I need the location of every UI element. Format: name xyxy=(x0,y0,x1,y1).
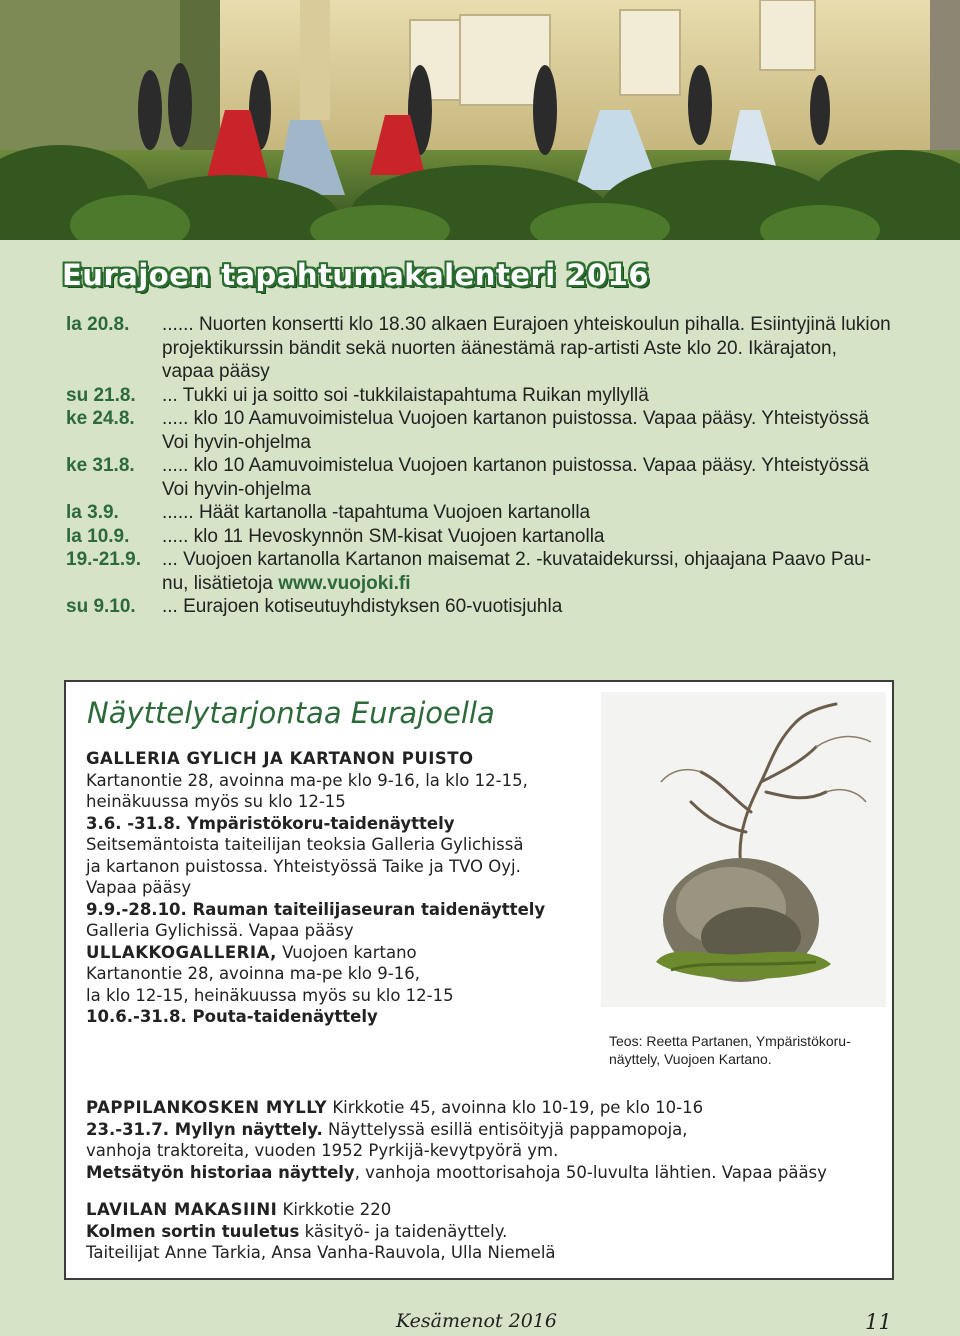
page-footer xyxy=(0,1310,960,1336)
lavila-heading-rest: Kirkkotie 220 xyxy=(277,1200,392,1219)
exhibitions-title: Näyttelytarjontaa Eurajoella xyxy=(87,696,495,730)
event-line-text: nu, lisätietoja xyxy=(162,572,273,594)
header-photo-dancers xyxy=(0,0,960,240)
gylich-show2-title: 9.9.-28.10. Rauman taiteilijaseuran taidenäyttely xyxy=(86,899,546,919)
pappila-show2 xyxy=(86,1162,876,1184)
sculpture-caption xyxy=(609,1032,889,1068)
event-line: ...... Häät kartanolla -tapahtuma Vuojoen kartanolla xyxy=(162,502,591,523)
event-item xyxy=(66,501,896,525)
event-text xyxy=(162,548,896,595)
event-line: ... Eurajoen kotiseutuyhdistyksen 60-vuotisjuhla xyxy=(162,596,563,617)
gylich-show1-title: 3.6. -31.8. Ympäristökoru-taidenäyttely xyxy=(86,813,455,833)
event-line: ...... Nuorten konsertti klo 18.30 alkaen Eurajoen yhteiskoulun pihalla. Esiintyjinä lukion xyxy=(162,314,891,335)
pappila-show2-text: , vanhoja moottorisahoja 50-luvulta lähtien. Vapaa pääsy xyxy=(354,1162,827,1182)
event-line: ... Vuojoen kartanolla Kartanon maisemat 2. -kuvataidekurssi, ohjaajana Paavo Pau- xyxy=(162,549,872,570)
event-line: vapaa pääsy xyxy=(162,361,270,382)
pappila-heading: PAPPILANKOSKEN MYLLY xyxy=(86,1098,328,1117)
gylich-info: Kartanontie 28, avoinna ma-pe klo 9-16, la klo 12-15, xyxy=(86,770,528,790)
event-text xyxy=(162,525,896,549)
event-line: ..... klo 11 Hevoskynnön SM-kisat Vuojoen kartanolla xyxy=(162,525,605,547)
exhibitions-bottom xyxy=(86,1097,876,1264)
ullakko-heading-rest: Vuojoen kartano xyxy=(276,942,417,962)
lavila-show-text: käsityö- ja taidenäyttely. xyxy=(299,1221,508,1241)
gylich-show1-text: ja kartanon puistossa. Yhteistyössä Taike ja TVO Oyj. xyxy=(86,856,521,876)
event-text xyxy=(162,384,896,408)
event-item xyxy=(66,454,896,501)
event-text xyxy=(162,313,896,384)
event-date: la 20.8. xyxy=(66,314,130,335)
event-date: ke 31.8. xyxy=(66,455,135,476)
event-item xyxy=(66,525,896,549)
pappila-show1-line2: vanhoja traktoreita, vuoden 1952 Pyrkijä-kevytpyörä ym. xyxy=(86,1141,559,1160)
caption-line: näyttely, Vuojoen Kartano. xyxy=(609,1051,772,1067)
sculpture-photo xyxy=(601,692,886,1007)
gylich-show1-text: Vapaa pääsy xyxy=(86,878,192,897)
pappila-show1-title: 23.-31.7. Myllyn näyttely. xyxy=(86,1119,323,1139)
exhibitions-left-column xyxy=(86,748,606,1028)
ullakko-heading: ULLAKKOGALLERIA, xyxy=(86,942,277,962)
event-date: su 21.8. xyxy=(66,384,136,406)
event-text xyxy=(162,454,896,501)
pappila-heading-line xyxy=(86,1097,876,1119)
lavila-show-title: Kolmen sortin tuuletus xyxy=(86,1221,300,1241)
event-item xyxy=(66,407,896,454)
ullakko-heading-line xyxy=(86,942,606,964)
event-line: Voi hyvin-ohjelma xyxy=(162,431,311,453)
magazine-name: Kesämenot 2016 xyxy=(396,1310,557,1332)
event-text xyxy=(162,595,896,619)
pappila-heading-rest: Kirkkotie 45, avoinna klo 10-19, pe klo 10-16 xyxy=(327,1098,704,1117)
ullakko-show-title: 10.6.-31.8. Pouta-taidenäyttely xyxy=(86,1007,378,1026)
event-list xyxy=(66,313,896,619)
event-line: ..... klo 10 Aamuvoimistelua Vuojoen kartanon puistossa. Vapaa pääsy. Yhteistyössä xyxy=(162,455,869,476)
ullakko-info: la klo 12-15, heinäkuussa myös su klo 12-15 xyxy=(86,985,454,1005)
event-item xyxy=(66,595,896,619)
exhibitions-box xyxy=(64,680,894,1280)
event-item xyxy=(66,313,896,384)
event-item xyxy=(66,384,896,408)
gylich-info: heinäkuussa myös su klo 12-15 xyxy=(86,792,346,811)
event-date: la 3.9. xyxy=(66,502,119,523)
gylich-show2-text: Galleria Gylichissä. Vapaa pääsy xyxy=(86,921,354,940)
event-date: su 9.10. xyxy=(66,596,136,617)
event-line: ... Tukki ui ja soitto soi -tukkilaistapahtuma Ruikan myllyllä xyxy=(162,384,649,406)
event-line: ..... klo 10 Aamuvoimistelua Vuojoen kartanon puistossa. Vapaa pääsy. Yhteistyössä xyxy=(162,408,869,429)
event-item xyxy=(66,548,896,595)
event-text xyxy=(162,501,896,525)
vuojoki-link[interactable]: www.vuojoki.fi xyxy=(278,572,411,594)
gylich-show1-text: Seitsemäntoista taiteilijan teoksia Galleria Gylichissä xyxy=(86,835,524,854)
gylich-heading: GALLERIA GYLICH JA KARTANON PUISTO xyxy=(86,749,474,768)
lavila-show xyxy=(86,1221,876,1243)
caption-line: Teos: Reetta Partanen, Ympäristökoru- xyxy=(609,1033,851,1049)
page-number: 11 xyxy=(865,1310,892,1334)
calendar-title: Eurajoen tapahtumakalenteri 2016 xyxy=(62,258,649,292)
event-date: 19.-21.9. xyxy=(66,549,141,570)
lavila-heading: LAVILAN MAKASIINI xyxy=(86,1200,278,1219)
event-date: ke 24.8. xyxy=(66,408,135,429)
pappila-show2-title: Metsätyön historiaa näyttely xyxy=(86,1162,355,1182)
lavila-heading-line xyxy=(86,1199,876,1221)
lavila-artists: Taiteilijat Anne Tarkia, Ansa Vanha-Rauvola, Ulla Niemelä xyxy=(86,1243,556,1262)
event-date: la 10.9. xyxy=(66,525,130,547)
event-line xyxy=(162,572,896,596)
event-line: Voi hyvin-ohjelma xyxy=(162,478,311,500)
event-text xyxy=(162,407,896,454)
pappila-show1-text: Näyttelyssä esillä entisöityjä pappamopoja, xyxy=(322,1119,688,1139)
pappila-show1 xyxy=(86,1119,876,1141)
ullakko-info: Kartanontie 28, avoinna ma-pe klo 9-16, xyxy=(86,964,420,983)
event-line: projektikurssin bändit sekä nuorten äänestämä rap-artisti Aste klo 20. Ikärajaton, xyxy=(162,337,837,359)
